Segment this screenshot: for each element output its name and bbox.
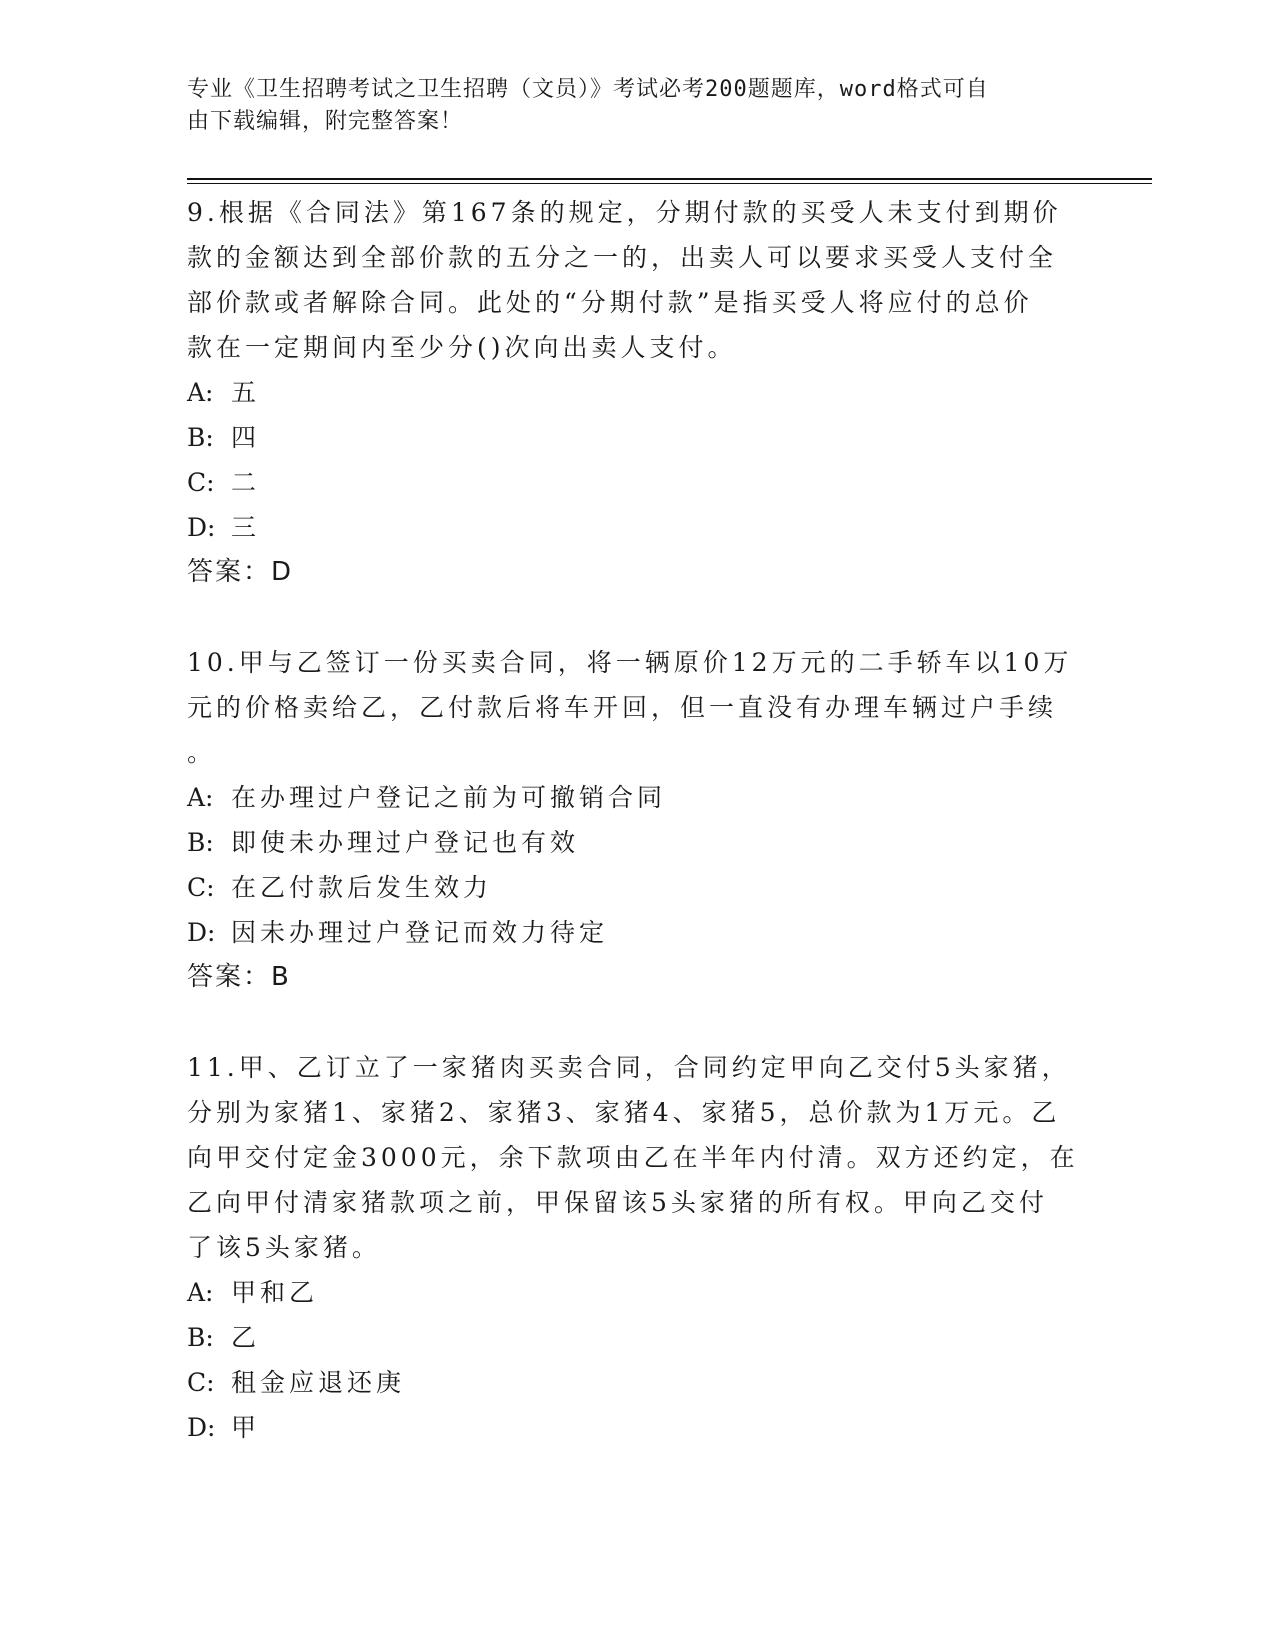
question-stem-line: 款的金额达到全部价款的五分之一的，出卖人可以要求买受人支付全 <box>187 243 1058 272</box>
answer-option <box>187 460 1087 505</box>
option-key: B: <box>187 423 214 452</box>
option-text: 因未办理过户登记而效力待定 <box>231 918 609 947</box>
question-stem-line: 乙向甲付清家猪款项之前，甲保留该5头家猪的所有权。甲向乙交付 <box>187 1188 1048 1217</box>
option-text: 乙 <box>231 1323 261 1352</box>
header-rule-thin <box>187 183 1152 184</box>
answer-line: 答案：D <box>187 557 294 587</box>
option-text: 四 <box>231 423 261 452</box>
question-stem-line: 了该5头家猪。 <box>187 1233 381 1262</box>
answer-option <box>187 1270 1087 1315</box>
header-line-2: 由下载编辑，附完整答案！ <box>187 109 464 134</box>
option-text: 五 <box>231 378 261 407</box>
answer-option <box>187 1315 1087 1360</box>
question-stem-line: 9.根据《合同法》第167条的规定，分期付款的买受人未支付到期价 <box>187 198 1062 227</box>
option-text: 在乙付款后发生效力 <box>231 873 493 902</box>
option-text: 在办理过户登记之前为可撤销合同 <box>231 783 667 812</box>
option-key: D: <box>187 513 216 542</box>
document-header <box>187 74 1087 138</box>
answer-option <box>187 505 1087 550</box>
answer-option <box>187 370 1087 415</box>
answer-option <box>187 865 1087 910</box>
answer-option <box>187 1360 1087 1405</box>
answer-line: 答案：B <box>187 962 291 992</box>
answer-option <box>187 820 1087 865</box>
answer-option <box>187 1405 1087 1450</box>
option-text: 甲 <box>231 1413 261 1442</box>
option-key: B: <box>187 828 214 857</box>
question-stem-line: 11.甲、乙订立了一家猪肉买卖合同，合同约定甲向乙交付5头家猪， <box>187 1053 1071 1082</box>
answer-option <box>187 775 1087 820</box>
question-stem-line: 向甲交付定金3000元，余下款项由乙在半年内付清。双方还约定，在 <box>187 1143 1079 1172</box>
header-line-1: 专业《卫生招聘考试之卫生招聘（文员）》考试必考200题题库，word格式可自 <box>187 77 989 102</box>
option-key: A: <box>187 378 214 407</box>
answer-option <box>187 910 1087 955</box>
option-text: 即使未办理过户登记也有效 <box>231 828 580 857</box>
question-block <box>187 1045 1087 1450</box>
question-stem-line: 部价款或者解除合同。此处的“分期付款”是指买受人将应付的总价 <box>187 288 1033 317</box>
question-stem-line: 分别为家猪1、家猪2、家猪3、家猪4、家猪5，总价款为1万元。乙 <box>187 1098 1061 1127</box>
question-stem-line: 款在一定期间内至少分()次向出卖人支付。 <box>187 333 737 362</box>
option-key: C: <box>187 1368 215 1397</box>
question-block <box>187 190 1087 595</box>
option-key: A: <box>187 783 214 812</box>
option-key: D: <box>187 918 216 947</box>
option-key: D: <box>187 1413 216 1442</box>
question-block <box>187 640 1087 1000</box>
question-stem-line: 。 <box>187 738 217 767</box>
answer-option <box>187 415 1087 460</box>
question-spacer <box>187 595 1087 640</box>
option-text: 甲和乙 <box>231 1278 319 1307</box>
option-text: 二 <box>231 468 261 497</box>
option-text: 三 <box>231 513 261 542</box>
option-key: A: <box>187 1278 214 1307</box>
header-rule-thick <box>187 178 1152 180</box>
question-spacer <box>187 1000 1087 1045</box>
option-text: 租金应退还庚 <box>231 1368 406 1397</box>
question-list <box>187 190 1087 1450</box>
option-key: C: <box>187 873 215 902</box>
question-stem-line: 10.甲与乙签订一份买卖合同，将一辆原价12万元的二手轿车以10万 <box>187 648 1073 677</box>
option-key: C: <box>187 468 215 497</box>
option-key: B: <box>187 1323 214 1352</box>
question-stem-line: 元的价格卖给乙，乙付款后将车开回，但一直没有办理车辆过户手续 <box>187 693 1058 722</box>
